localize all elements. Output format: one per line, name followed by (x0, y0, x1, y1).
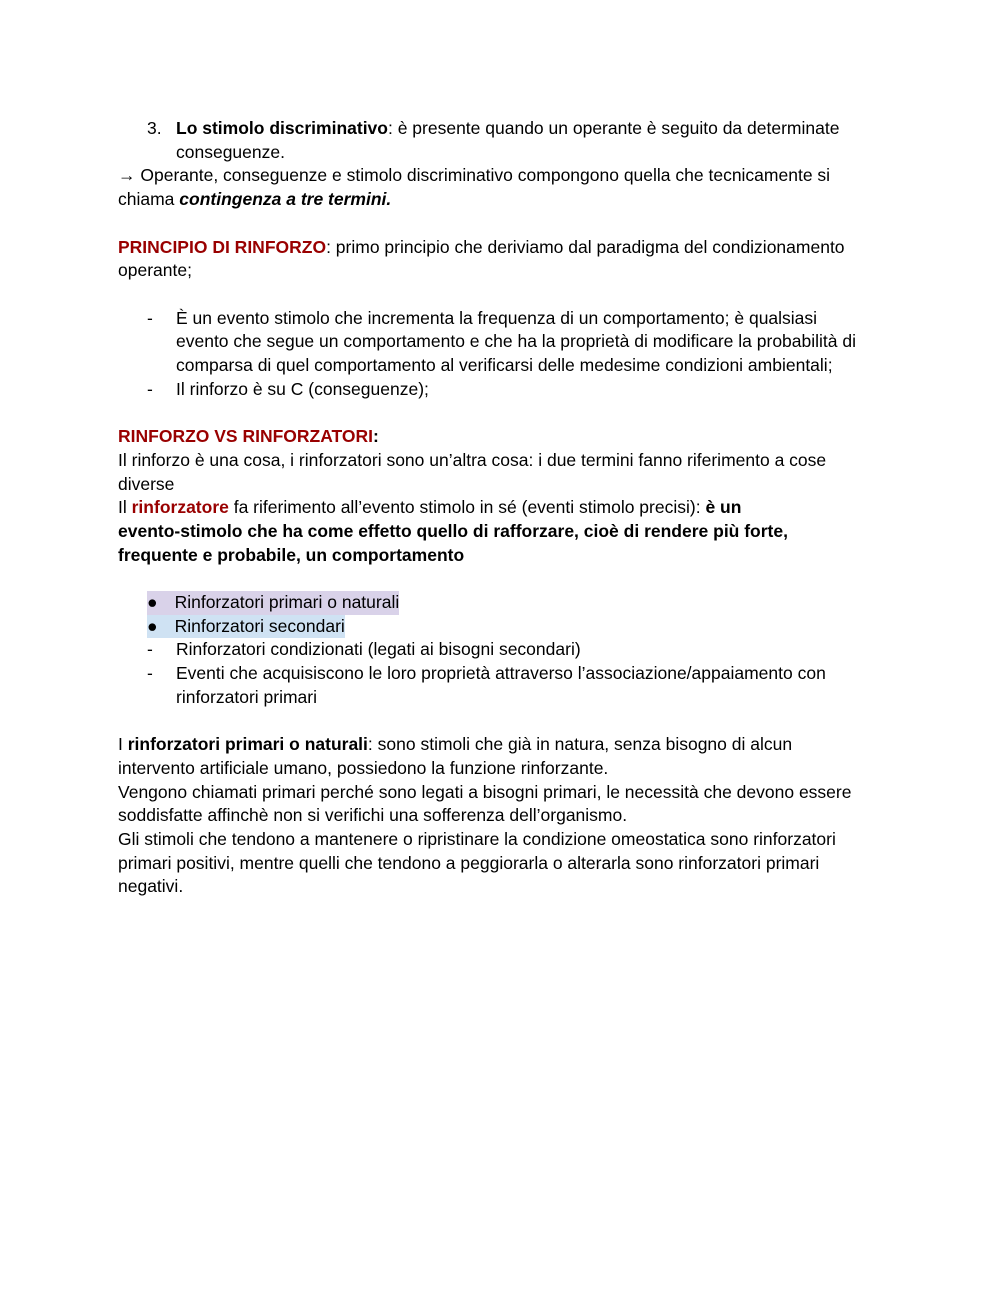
list-item (118, 638, 888, 662)
bullet-line: Il rinforzo è su C (conseguenze); (176, 378, 429, 399)
primari-prefix: I (118, 734, 128, 755)
list-item-primary (118, 591, 888, 615)
principio-heading: PRINCIPIO DI RINFORZO (118, 236, 327, 257)
primari-line7: negativi. (118, 876, 184, 897)
arrow-note-line1: → Operante, conseguenze e stimolo discriminativo compongono quella che tecnicamente si (118, 165, 831, 186)
para2-text: fa riferimento all’evento stimolo in sé (eventi stimolo precisi): (228, 497, 706, 518)
item3-text-1: : è presente quando un operante è seguito da determinate (387, 118, 840, 138)
rinforzo-para1-line1: Il rinforzo è una cosa, i rinforzatori sono un’altra cosa: i due termini fanno riferimento a cose (118, 449, 827, 470)
primari-line3: Vengono chiamati primari perché sono legati a bisogni primari, le necessità che devono essere (118, 781, 852, 802)
rinforzatore-term: rinforzatore (131, 497, 229, 518)
dash-marker: - (147, 378, 153, 399)
arrow-note-emphasis: contingenza a tre termini. (179, 189, 392, 210)
para2-prefix: Il (118, 497, 132, 518)
primary-label: Rinforzatori primari o naturali (174, 592, 400, 612)
list-item (118, 662, 888, 709)
bullet-line: È un evento stimolo che incrementa la frequenza di un comportamento; è qualsiasi (176, 307, 818, 328)
blank-line (118, 212, 888, 236)
rinforzo-para2-line3: frequente e probabile, un comportamento (118, 544, 465, 565)
bullet-line: evento che segue un comportamento e che ha la proprietà di modificare la probabilità di (176, 331, 856, 352)
item3-term: Lo stimolo discriminativo (176, 118, 388, 138)
dash-marker: - (147, 639, 153, 660)
primari-line5: Gli stimoli che tendono a mantenere o ripristinare la condizione omeostatica sono rinforzatori (118, 829, 836, 850)
para2-bold-tail: è un (705, 497, 742, 518)
rinforzo-para2-line2: evento-stimolo che ha come effetto quello di rafforzare, cioè di rendere più forte, (118, 520, 788, 541)
events-line1: Eventi che acquisiscono le loro proprietà attraverso l’associazione/appaiamento con (176, 663, 826, 684)
blank-line (118, 710, 888, 734)
numbered-item-3 (118, 117, 888, 164)
secondary-label: Rinforzatori secondari (174, 615, 345, 636)
arrow-note-line2 (118, 188, 888, 212)
rinforzo-para1-line2: diverse (118, 473, 175, 494)
principio-line1 (118, 236, 888, 260)
list-number: 3. (147, 118, 162, 138)
heading-colon: : (373, 426, 379, 447)
rinforzo-para2-line1 (118, 496, 888, 520)
rinforzo-vs-heading: RINFORZO VS RINFORZATORI (118, 426, 374, 447)
list-item (118, 378, 888, 402)
rinforzo-vs-heading-line (118, 425, 888, 449)
blank-line (118, 283, 888, 307)
list-item (118, 307, 888, 378)
primari-term: rinforzatori primari o naturali (127, 734, 368, 755)
document-body (118, 117, 888, 899)
primari-line6: primari positivi, mentre quelli che tendono a peggiorarla o alterarla sono rinforzatori primari (118, 852, 820, 873)
list-item-secondary (118, 615, 888, 639)
principio-line2: operante; (118, 260, 192, 281)
item3-line2: conseguenze. (176, 141, 285, 162)
bullet-marker: ● (147, 592, 158, 612)
arrow-note-prefix: chiama (118, 189, 180, 210)
dash-marker: - (147, 307, 153, 328)
principio-text-1: : primo principio che deriviamo dal paradigma del condizionamento (326, 236, 845, 257)
dash-marker: - (147, 663, 153, 684)
primari-line2: intervento artificiale umano, possiedono la funzione rinforzante. (118, 757, 609, 778)
blank-line (118, 401, 888, 425)
bullet-line: comparsa di quel comportamento al verificarsi delle medesime condizioni ambientali; (176, 355, 833, 375)
bullet-marker: ● (147, 615, 158, 636)
blank-line (118, 567, 888, 591)
primari-line1-rest: : sono stimoli che già in natura, senza bisogno di alcun (367, 734, 793, 755)
events-line2: rinforzatori primari (176, 686, 317, 707)
primari-line4: soddisfatte affinchè non si verifichi una sofferenza dell’organismo. (118, 805, 628, 826)
highlight-secondary (147, 615, 345, 639)
conditioned-label: Rinforzatori condizionati (legati ai bisogni secondari) (176, 639, 581, 660)
highlight-primary (147, 591, 399, 615)
primari-line1 (118, 733, 888, 757)
item3-line1 (176, 117, 888, 141)
